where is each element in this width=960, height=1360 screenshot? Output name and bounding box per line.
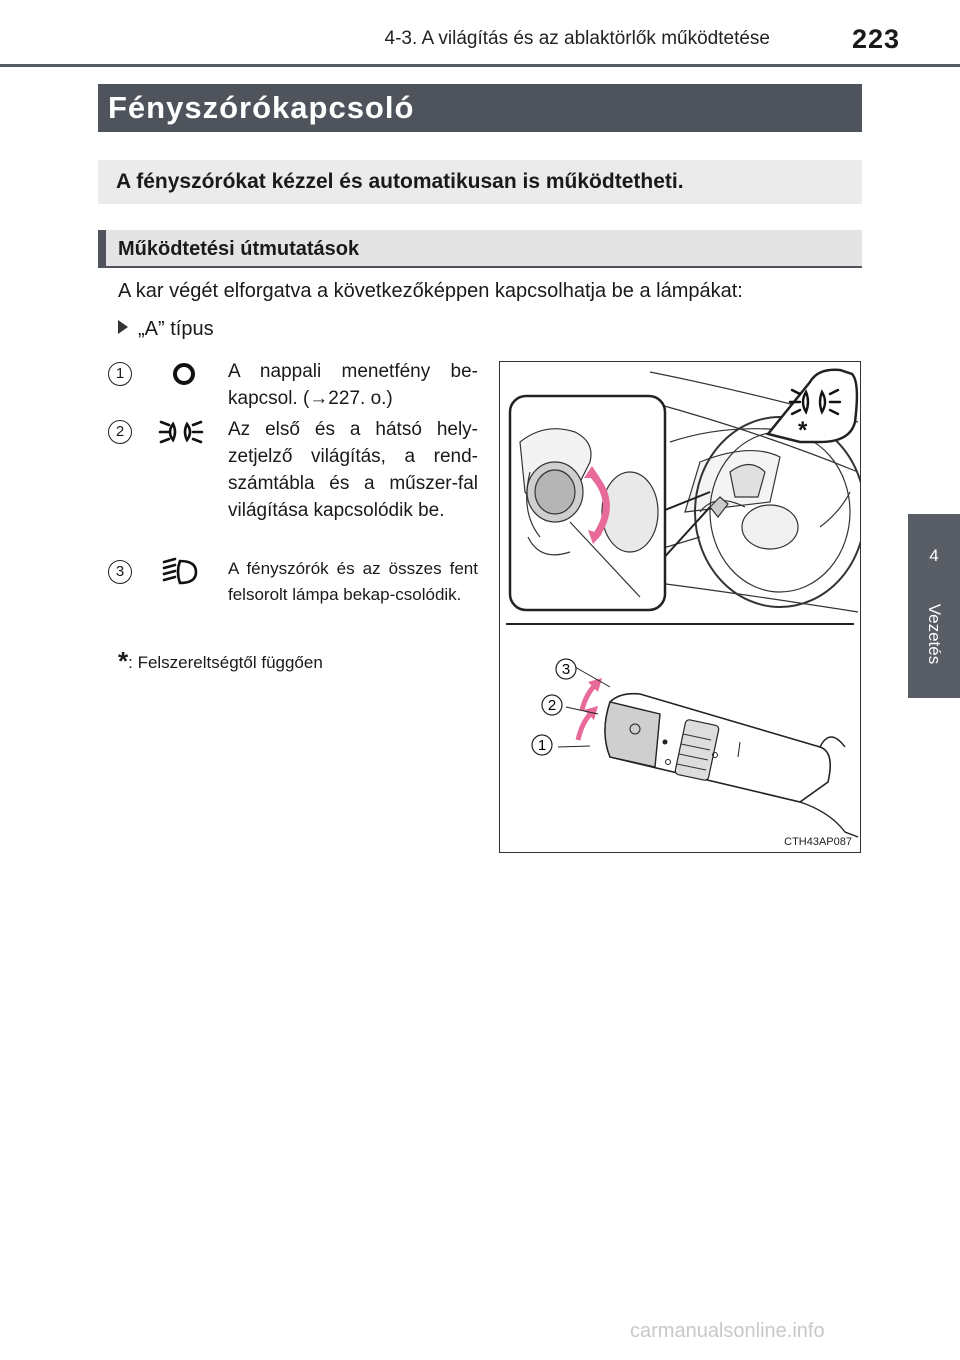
chapter-number: 4: [929, 546, 939, 565]
footnote-text: : Felszereltségtől függően: [128, 653, 323, 672]
item-number: 2: [108, 420, 132, 444]
stalk-closeup: [605, 694, 858, 837]
callout-bubble: [768, 370, 857, 444]
intro-summary: A fényszórókat kézzel és automatikusan is működtetheti.: [98, 160, 862, 204]
triangle-bullet-icon: [118, 320, 128, 334]
headlight-icon: [158, 556, 204, 588]
item-description: Az első és a hátsó hely-zetjelző világítás, a rend-számtábla és a műszer-fal világítása kapcsolódik be.: [228, 419, 478, 521]
footnote-mark: *: [118, 646, 129, 676]
item-number: 3: [108, 560, 132, 584]
item-number: 1: [108, 362, 132, 386]
footnote: [118, 646, 323, 677]
callout-star: *: [798, 417, 808, 444]
item-description: A fényszórók és az összes fent felsorolt lámpa bekap-csolódik.: [228, 559, 478, 604]
figure-code: CTH43AP087: [784, 836, 852, 848]
lead-paragraph: A kar végét elforgatva a következőképpen kapcsolhatja be a lámpákat:: [118, 280, 743, 302]
callout-number: 3: [561, 661, 571, 678]
drl-icon: [158, 358, 204, 390]
subheading: Működtetési útmutatások: [98, 230, 862, 268]
item-description: A nappali menetfény be-kapcsol. (→227. o.): [228, 361, 478, 409]
list-item: [108, 362, 480, 416]
type-label: [118, 318, 214, 341]
type-label-text: „A” típus: [138, 318, 214, 340]
running-header-section: 4-3. A világítás és az ablaktörlők működtetése: [384, 28, 770, 49]
callout-number: 2: [547, 697, 557, 714]
illustration-figure: [499, 361, 861, 853]
parking-light-icon: [158, 416, 204, 448]
chapter-side-tab: [908, 514, 960, 698]
page-number: 223: [851, 24, 900, 54]
callout-number: 1: [537, 737, 547, 754]
page-title: Fényszórókapcsoló: [98, 84, 862, 132]
light-switch-illustration: [500, 362, 860, 852]
header-rule: [0, 64, 960, 67]
chapter-label: Vezetés: [925, 603, 944, 665]
figure-callouts: [532, 659, 576, 755]
inset-closeup: [510, 396, 710, 610]
list-item: [108, 420, 480, 550]
watermark: carmanualsonline.info: [630, 1320, 825, 1342]
rotation-arrows: [578, 678, 602, 740]
list-item: [108, 560, 480, 640]
